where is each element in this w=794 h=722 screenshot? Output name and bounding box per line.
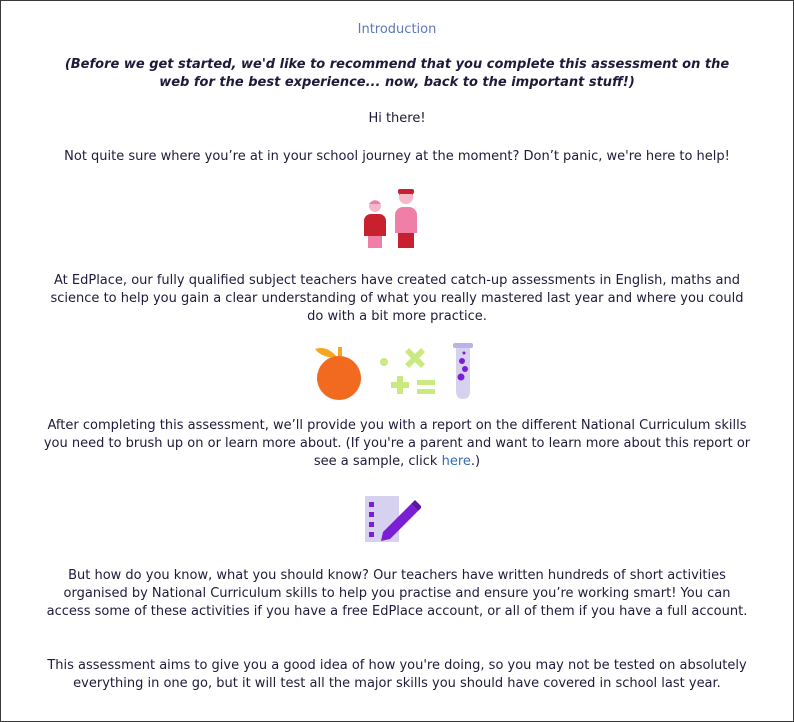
greeting-text: Hi there! (368, 111, 426, 126)
report-info-text-end: .) (470, 454, 481, 469)
web-recommendation-note: (Before we get started, we'd like to recommend that you complete this assessment on the web for the best experience... now, back to the important stuff!) (64, 57, 730, 90)
report-info-text (41, 417, 753, 471)
activities-info-text: But how do you know, what you should know? Our teachers have written hundreds of short activities organised by National Curriculum skills to help you practise and ensure you’re working smart! You can access some of these activities if you have a free EdPlace account, or all of them if you have a full account. (46, 568, 748, 619)
report-info-text-start: After completing this assessment, we’ll provide you with a report on the different National Curriculum skills you need to brush up on or learn more about. (If you're a parent and want to learn more about this report or see a sample, click (43, 418, 751, 469)
checklist-pencil-icon (363, 494, 421, 544)
sample-report-link[interactable]: here (441, 454, 471, 469)
test-tube-icon (451, 341, 475, 401)
edplace-about-text: At EdPlace, our fully qualified subject teachers have created catch-up assessments in English, maths and science to help you gain a clear understanding of what you really mastered last year and where you could do with a bit more practice. (50, 273, 744, 324)
reassurance-text: Not quite sure where you’re at in your school journey at the moment? Don’t panic, we're here to help! (64, 149, 730, 164)
assessment-aims-text: This assessment aims to give you a good idea of how you're doing, so you may not be tested on absolutely everything in one go, but it will test all the major skills you should have covered in school last year. (47, 658, 747, 691)
apple-icon (313, 343, 365, 401)
math-symbols-icon (377, 346, 443, 398)
section-heading: Introduction (357, 22, 437, 37)
children-illustration-icon (361, 187, 423, 249)
